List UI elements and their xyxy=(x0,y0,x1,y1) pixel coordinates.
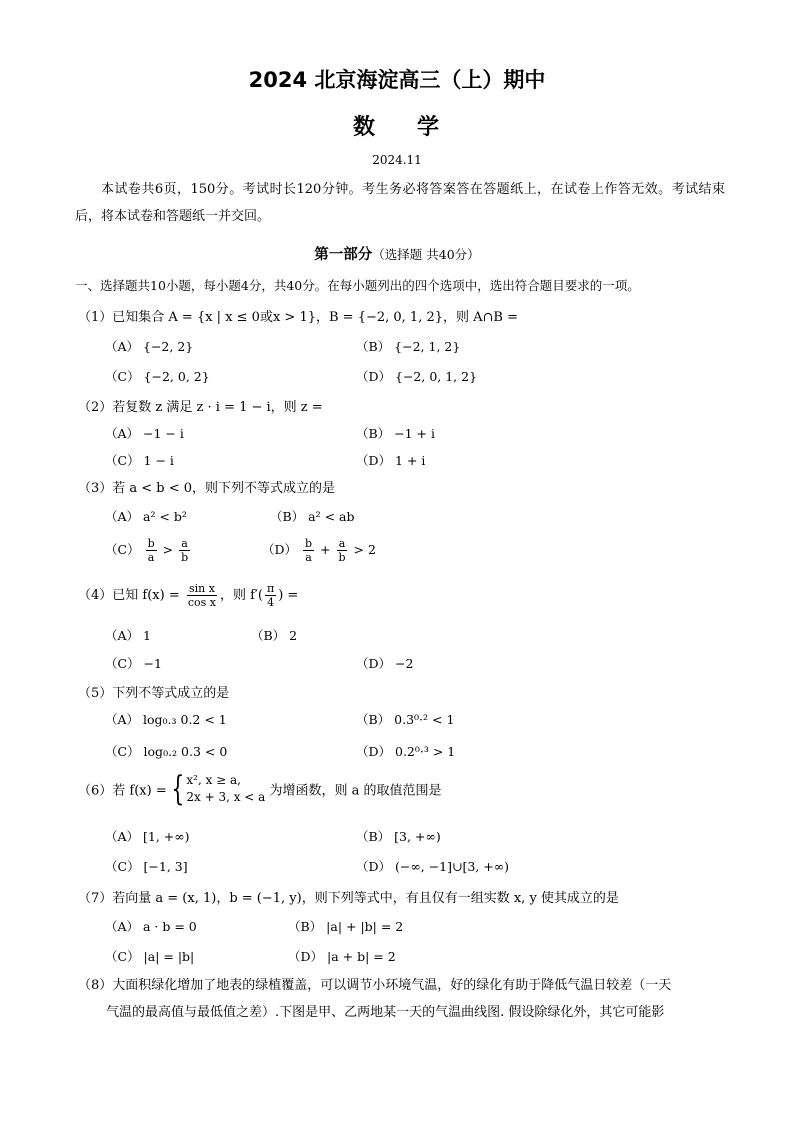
question-2-stem: （2）若复数 z 满足 z · i = 1 − i，则 z = xyxy=(78,400,323,415)
part-title: 第一部分 xyxy=(314,247,373,263)
denominator: b xyxy=(338,551,346,564)
question-5-option-c: （C） log₀.₂ 0.3 < 0 xyxy=(105,744,228,759)
question-7-option-c: （C） |a| = |b| xyxy=(105,949,195,964)
case-1: x², x ≥ a, xyxy=(186,773,241,787)
question-5-option-d: （D） 0.2⁰·³ > 1 xyxy=(356,744,456,759)
question-2-option-c: （C） 1 − i xyxy=(105,453,174,468)
question-1-option-c: （C） {−2, 0, 2} xyxy=(105,369,210,384)
numerator: a xyxy=(338,537,346,550)
section-instructions: 一、选择题共10小题，每小题4分，共40分。在每小题列出的四个选项中，选出符合题目要求的一项。 xyxy=(75,278,640,293)
numerator: π xyxy=(266,582,275,595)
question-2-option-d: （D） 1 + i xyxy=(356,453,426,468)
operator: + xyxy=(320,542,331,557)
question-1-option-d: （D） {−2, 0, 1, 2} xyxy=(356,369,478,384)
question-7-option-d: （D） |a + b| = 2 xyxy=(288,949,396,964)
question-6-stem xyxy=(78,769,442,809)
inequality-tail: > 2 xyxy=(353,542,376,557)
subject-char-1: 数 xyxy=(352,115,377,140)
question-7-option-a: （A） a · b = 0 xyxy=(105,919,197,934)
option-label: （D） xyxy=(262,542,298,557)
question-7-option-b: （B） |a| + |b| = 2 xyxy=(288,919,404,934)
question-6-option-a: （A） [1, +∞) xyxy=(105,829,190,844)
stem-prefix: （4）已知 f(x) = xyxy=(78,588,180,603)
case-2: 2x + 3, x < a xyxy=(186,790,266,804)
stem-middle: ，则 f′( xyxy=(220,588,263,603)
denominator: a xyxy=(305,551,312,564)
question-4-option-c: （C） −1 xyxy=(105,656,162,671)
fraction xyxy=(186,582,218,609)
stem-prefix: （6）若 f(x) = xyxy=(78,783,167,799)
numerator: a xyxy=(181,537,188,550)
question-2-option-a: （A） −1 − i xyxy=(105,426,184,441)
question-1-option-b: （B） {−2, 1, 2} xyxy=(356,339,461,354)
fraction xyxy=(337,537,348,564)
numerator: b xyxy=(305,537,313,550)
stem-suffix: 为增函数，则 a 的取值范围是 xyxy=(269,783,442,799)
fraction xyxy=(146,537,157,564)
question-5-option-a: （A） log₀.₃ 0.2 < 1 xyxy=(105,712,227,727)
part-heading xyxy=(0,243,794,264)
stem-suffix: ) = xyxy=(278,588,299,603)
left-brace: { xyxy=(171,769,185,809)
question-6-option-c: （C） [−1, 3] xyxy=(105,859,188,874)
numerator: b xyxy=(147,537,155,550)
question-3-option-c xyxy=(105,537,192,564)
question-3-option-a: （A） a² < b² xyxy=(105,509,187,524)
question-4-option-a: （A） 1 xyxy=(105,628,151,643)
exam-title: 2024 北京海淀高三（上）期中 xyxy=(248,68,546,92)
denominator: 4 xyxy=(267,596,275,609)
subject-char-2: 学 xyxy=(417,115,442,140)
question-4-option-d: （D） −2 xyxy=(356,656,414,671)
question-5-option-b: （B） 0.3⁰·² < 1 xyxy=(356,712,455,727)
subject-heading xyxy=(0,110,794,141)
question-3-option-b: （B） a² < ab xyxy=(270,509,355,524)
question-3-stem: （3）若 a < b < 0，则下列不等式成立的是 xyxy=(78,481,336,496)
numerator: sin x xyxy=(188,582,215,595)
question-5-stem: （5）下列不等式成立的是 xyxy=(78,686,230,701)
question-6-option-d: （D） (−∞, −1]∪[3, +∞) xyxy=(356,859,510,874)
question-4-option-b: （B） 2 xyxy=(251,628,298,643)
question-8-stem xyxy=(78,972,724,1026)
question-2-option-b: （B） −1 + i xyxy=(356,426,436,441)
denominator: a xyxy=(147,551,155,564)
denominator: b xyxy=(181,551,189,564)
question-3-option-d xyxy=(262,537,376,564)
option-label: （C） xyxy=(105,542,140,557)
fraction xyxy=(303,537,314,564)
fraction xyxy=(265,582,276,609)
question-4-stem xyxy=(78,582,298,609)
part-note: （选择题 共40分） xyxy=(372,247,480,262)
denominator: cos x xyxy=(187,596,216,609)
exam-date: 2024.11 xyxy=(372,153,422,167)
instructions-paragraph: 本试卷共6页，150分。考试时长120分钟。考生务必将答案答在答题纸上，在试卷上作答无效。考试结束后，将本试卷和答题纸一并交回。 xyxy=(75,182,725,224)
question-8-line-1: （8）大面积绿化增加了地表的绿植覆盖，可以调节小环境气温，好的绿化有助于降低气温日较差（一天 xyxy=(78,978,672,993)
fraction xyxy=(179,537,190,564)
question-1-option-a: （A） {−2, 2} xyxy=(105,339,194,354)
question-8-line-2: 气温的最高值与最低值之差）.下图是甲、乙两地某一天的气温曲线图. 假设除绿化外，其它可能影 xyxy=(106,1005,665,1020)
operator: > xyxy=(162,542,174,557)
question-6-option-b: （B） [3, +∞) xyxy=(356,829,441,844)
question-1-stem: （1）已知集合 A = {x | x ≤ 0或x > 1}，B = {−2, 0, 1, 2}，则 A∩B = xyxy=(78,310,519,325)
piecewise-cases xyxy=(186,772,265,806)
question-7-stem: （7）若向量 a = (x, 1)，b = (−1, y)，则下列等式中，有且仅有一组实数 x, y 使其成立的是 xyxy=(78,891,619,906)
